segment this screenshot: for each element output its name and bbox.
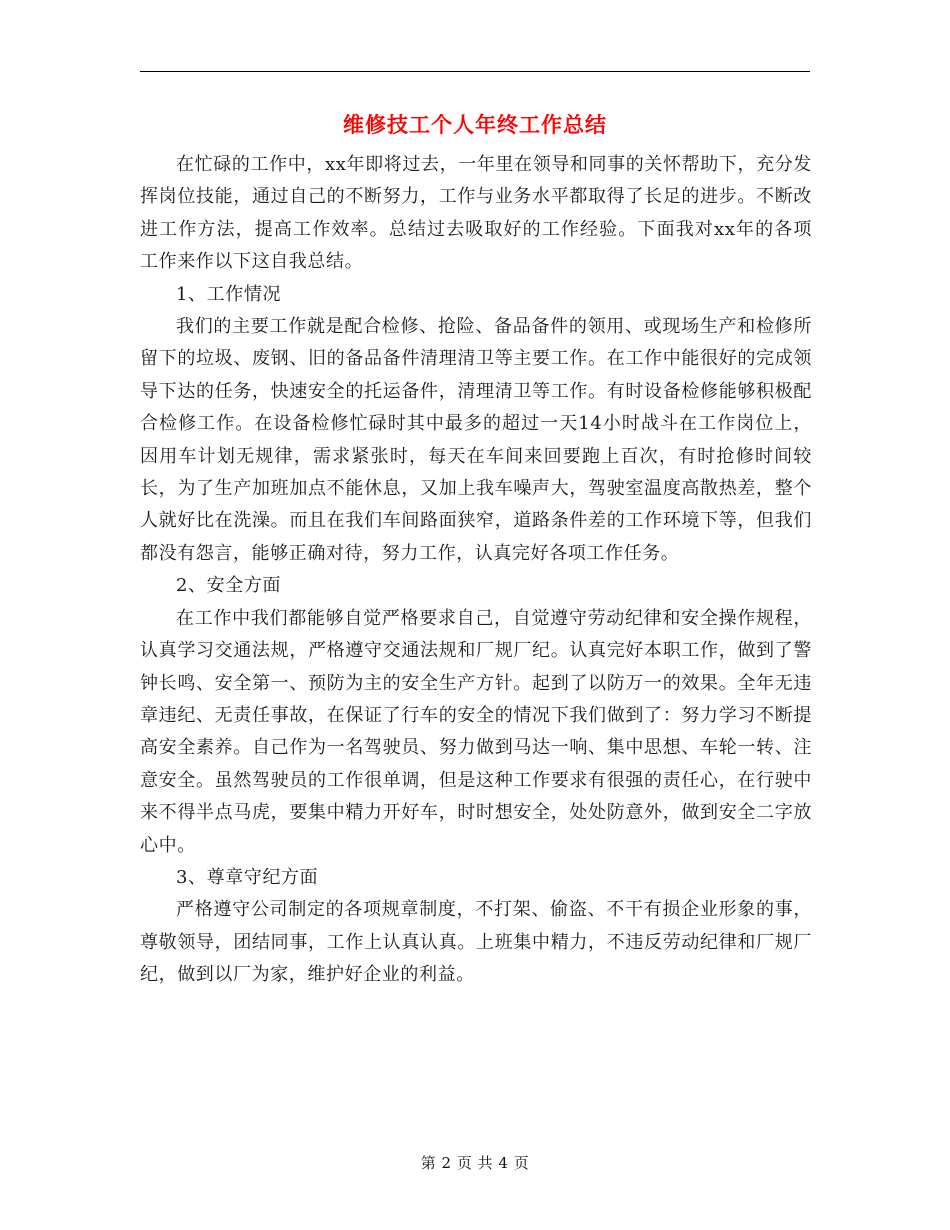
- section-heading-work: 1、工作情况: [176, 283, 282, 305]
- safety-paragraph: 在工作中我们都能够自觉严格要求自己，自觉遵守劳动纪律和安全操作规程，认真学习交通法规，严格遵守交通法规和厂规厂纪。认真完好本职工作，做到了警钟长鸣、安全第一、预防为主的安全生产方针。起到了以防万一的效果。全年无违章违纪、无责任事故，在保证了行车的安全的情况下我们做到了：努力学习不断提高安全素养。自己作为一名驾驶员、努力做到马达一响、集中思想、车轮一转、注意安全。虽然驾驶员的工作很单调，但是这种工作要求有很强的责任心，在行驶中来不得半点马虎，要集中精力开好车，时时想安全，处处防意外，做到安全二字放心中。: [140, 607, 812, 856]
- header-rule: [140, 71, 810, 72]
- intro-paragraph: 在忙碌的工作中，xx年即将过去，一年里在领导和同事的关怀帮助下，充分发挥岗位技能，通过自己的不断努力，工作与业务水平都取得了长足的进步。不断改进工作方法，提高工作效率。总结过去吸取好的工作经验。下面我对xx年的各项工作来作以下这自我总结。: [140, 154, 812, 273]
- document-body: [140, 149, 812, 992]
- document-title: 维修技工个人年终工作总结: [343, 112, 607, 137]
- work-paragraph: 我们的主要工作就是配合检修、抢险、备品备件的领用、或现场生产和检修所留下的垃圾、废钢、旧的备品备件清理清卫等主要工作。在工作中能很好的完成领导下达的任务，快速安全的托运备件，清理清卫等工作。有时设备检修能够积极配合检修工作。在设备检修忙碌时其中最多的超过一天14小时战斗在工作岗位上，因用车计划无规律，需求紧张时，每天在车间来回要跑上百次，有时抢修时间较长，为了生产加班加点不能休息，又加上我车噪声大，驾驶室温度高散热差，整个人就好比在洗澡。而且在我们车间路面狭窄，道路条件差的工作环境下等，但我们都没有怨言，能够正确对待，努力工作，认真完好各项工作任务。: [140, 316, 812, 564]
- section-heading-safety: 2、安全方面: [176, 575, 282, 597]
- discipline-paragraph: 严格遵守公司制定的各项规章制度，不打架、偷盗、不干有损企业形象的事，尊敬领导，团结同事，工作上认真认真。上班集中精力，不违反劳动纪律和厂规厂纪，做到以厂为家，维护好企业的利益。: [140, 899, 812, 986]
- page-footer: 第 2 页 共 4 页: [420, 1154, 530, 1172]
- section-heading-discipline: 3、尊章守纪方面: [176, 866, 319, 888]
